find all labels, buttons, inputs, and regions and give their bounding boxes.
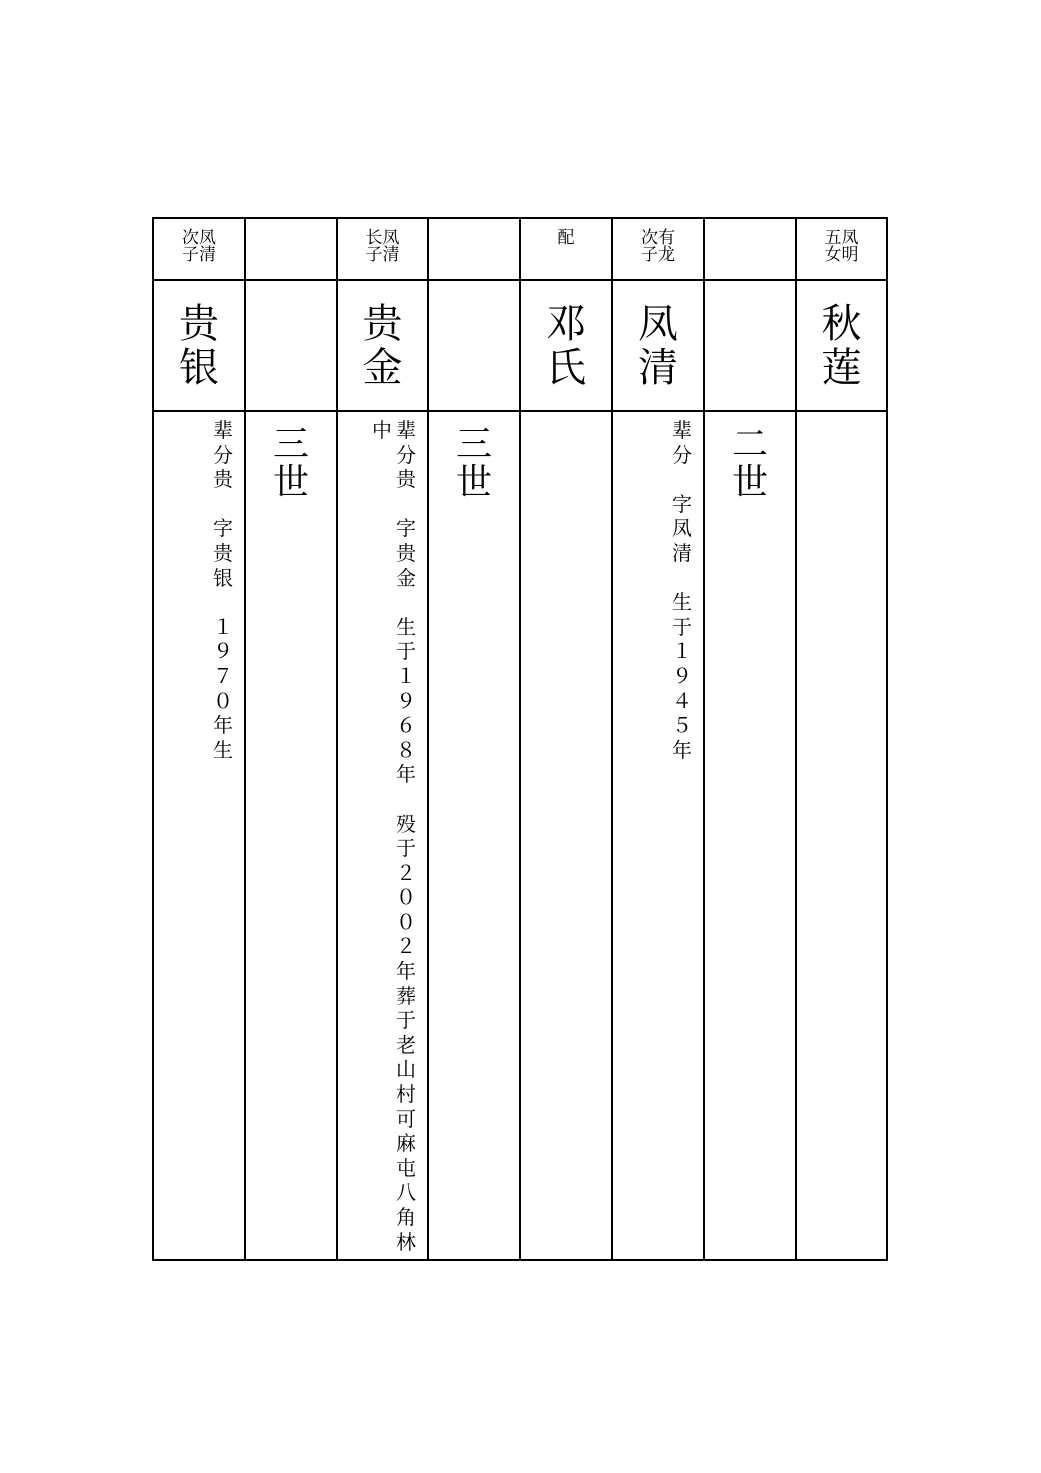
col8-name-char2: 莲: [821, 344, 862, 391]
bio-char: 中: [372, 418, 392, 442]
bio-char: 字: [672, 491, 692, 516]
col5-name-char2: 氏: [546, 344, 586, 391]
bio-char: [394, 787, 418, 812]
bio-char: 林: [396, 1229, 416, 1254]
bio-char: 贵: [213, 467, 233, 492]
col8-name-char1: 秋: [821, 300, 862, 347]
col4-header: [429, 219, 519, 279]
bio-char: 八: [396, 1180, 416, 1205]
col7-name: [705, 281, 795, 410]
bio-char: 辈: [672, 418, 692, 442]
col5-bio: [521, 412, 611, 1259]
bio-char: 于: [396, 836, 416, 861]
col1-name-char1: 贵: [179, 300, 219, 347]
bio-char: ５: [672, 713, 692, 738]
bio-char: 字: [396, 516, 416, 541]
bio-char: 年: [396, 959, 416, 984]
bio-char: 辈: [396, 418, 416, 442]
bio-char: 村: [396, 1082, 416, 1107]
bio-char: ０: [396, 909, 416, 934]
col6-bio-text: [670, 418, 694, 762]
bio-char: 字: [213, 516, 233, 541]
col5-name: [521, 281, 611, 410]
bio-char: 贵: [396, 540, 416, 565]
bio-char: 老: [396, 1032, 416, 1057]
col1-name: [154, 281, 244, 410]
bio-char: １: [213, 614, 233, 639]
bio-char: ２: [396, 934, 416, 959]
bio-char: 年: [213, 713, 233, 738]
col3-name-char2: 金: [362, 344, 403, 391]
bio-char: 屯: [396, 1155, 416, 1180]
col1-name-char2: 银: [179, 344, 219, 391]
bio-char: 贵: [396, 467, 416, 492]
col1-header-line1: 次凤: [182, 228, 216, 248]
col2-generation-char1: 三: [272, 424, 309, 465]
col8-header-line2: 女明: [824, 245, 859, 265]
bio-char: ９: [396, 688, 416, 713]
col3-header-line1: 长凤: [365, 228, 400, 248]
bio-char: 可: [396, 1106, 416, 1131]
bio-char: 辈: [213, 418, 233, 442]
col5-header: [521, 219, 611, 279]
col6-header: [613, 219, 703, 279]
col5-header-line1: 配: [557, 228, 575, 248]
col1-header: [154, 219, 244, 279]
col6-bio: [613, 412, 703, 1259]
bio-char: 分: [672, 442, 692, 467]
bio-char: １: [672, 639, 692, 664]
bio-char: 年: [672, 737, 692, 762]
bio-char: 生: [672, 590, 692, 615]
bio-char: 金: [396, 565, 416, 590]
bio-char: 葬: [396, 983, 416, 1008]
col2-name: [246, 281, 336, 410]
bio-char: 角: [396, 1205, 416, 1229]
bio-char: 于: [396, 639, 416, 664]
col3-header: [338, 219, 427, 279]
col2-generation-char2: 世: [272, 462, 309, 503]
col8-header-line1: 五凤: [824, 228, 859, 248]
col5-name-char1: 邓: [546, 300, 586, 347]
col4-generation-char2: 世: [455, 462, 492, 503]
bio-char: 生: [396, 614, 416, 639]
col1-header-line2: 子清: [182, 245, 216, 265]
bio-char: [211, 590, 235, 615]
col3-name-char1: 贵: [362, 300, 403, 347]
col6-name: [613, 281, 703, 410]
bio-char: [394, 492, 418, 517]
bio-char: 银: [213, 565, 233, 590]
bio-char: ０: [396, 885, 416, 910]
col1-bio-text: [211, 418, 235, 762]
bio-char: ７: [213, 663, 233, 688]
col8-header: [797, 219, 886, 279]
bio-char: 清: [672, 540, 692, 565]
col4-generation-char1: 三: [455, 424, 492, 465]
col3-header-line2: 子清: [365, 245, 400, 265]
bio-char: ９: [213, 639, 233, 664]
bio-char: ６: [396, 713, 416, 738]
col3-bio-overflow: [370, 418, 394, 443]
col6-header-line1: 次有: [641, 228, 675, 248]
bio-char: 山: [396, 1057, 416, 1082]
bio-char: 麻: [396, 1131, 416, 1156]
col8-bio: [797, 412, 886, 1259]
col7-header: [705, 219, 795, 279]
col7-generation: [705, 412, 795, 1259]
bio-char: [394, 590, 418, 615]
col2-generation: [246, 412, 336, 1259]
bio-char: [670, 467, 694, 492]
bio-char: 于: [396, 1008, 416, 1033]
col4-name: [429, 281, 519, 410]
bio-char: [670, 566, 694, 591]
col7-generation-char2: 世: [731, 462, 768, 503]
col3-bio: [338, 412, 427, 1259]
bio-char: 生: [213, 737, 233, 762]
col6-name-char1: 凤: [638, 300, 678, 347]
bio-char: 分: [396, 442, 416, 467]
bio-char: ８: [396, 737, 416, 762]
col2-header: [246, 219, 336, 279]
bio-char: 年: [396, 762, 416, 787]
bio-char: ９: [672, 663, 692, 688]
col8-name: [797, 281, 886, 410]
col3-name: [338, 281, 427, 410]
bio-char: ０: [213, 688, 233, 713]
table-border-right: [886, 217, 888, 1261]
bio-char: 分: [213, 442, 233, 467]
col6-header-line2: 子龙: [641, 245, 675, 265]
bio-char: [211, 492, 235, 517]
bio-char: 于: [672, 614, 692, 639]
bio-char: １: [396, 663, 416, 688]
bio-char: 殁: [396, 811, 416, 836]
bio-char: 贵: [213, 540, 233, 565]
bio-char: ４: [672, 688, 692, 713]
bio-char: 凤: [672, 516, 692, 541]
col6-name-char2: 清: [638, 344, 678, 391]
col4-generation: [429, 412, 519, 1259]
col3-bio-text: [394, 418, 418, 1254]
bio-char: ２: [396, 860, 416, 885]
genealogy-table: [152, 217, 888, 1261]
col7-generation-char1: 二: [731, 424, 768, 465]
col1-bio: [154, 412, 244, 1259]
